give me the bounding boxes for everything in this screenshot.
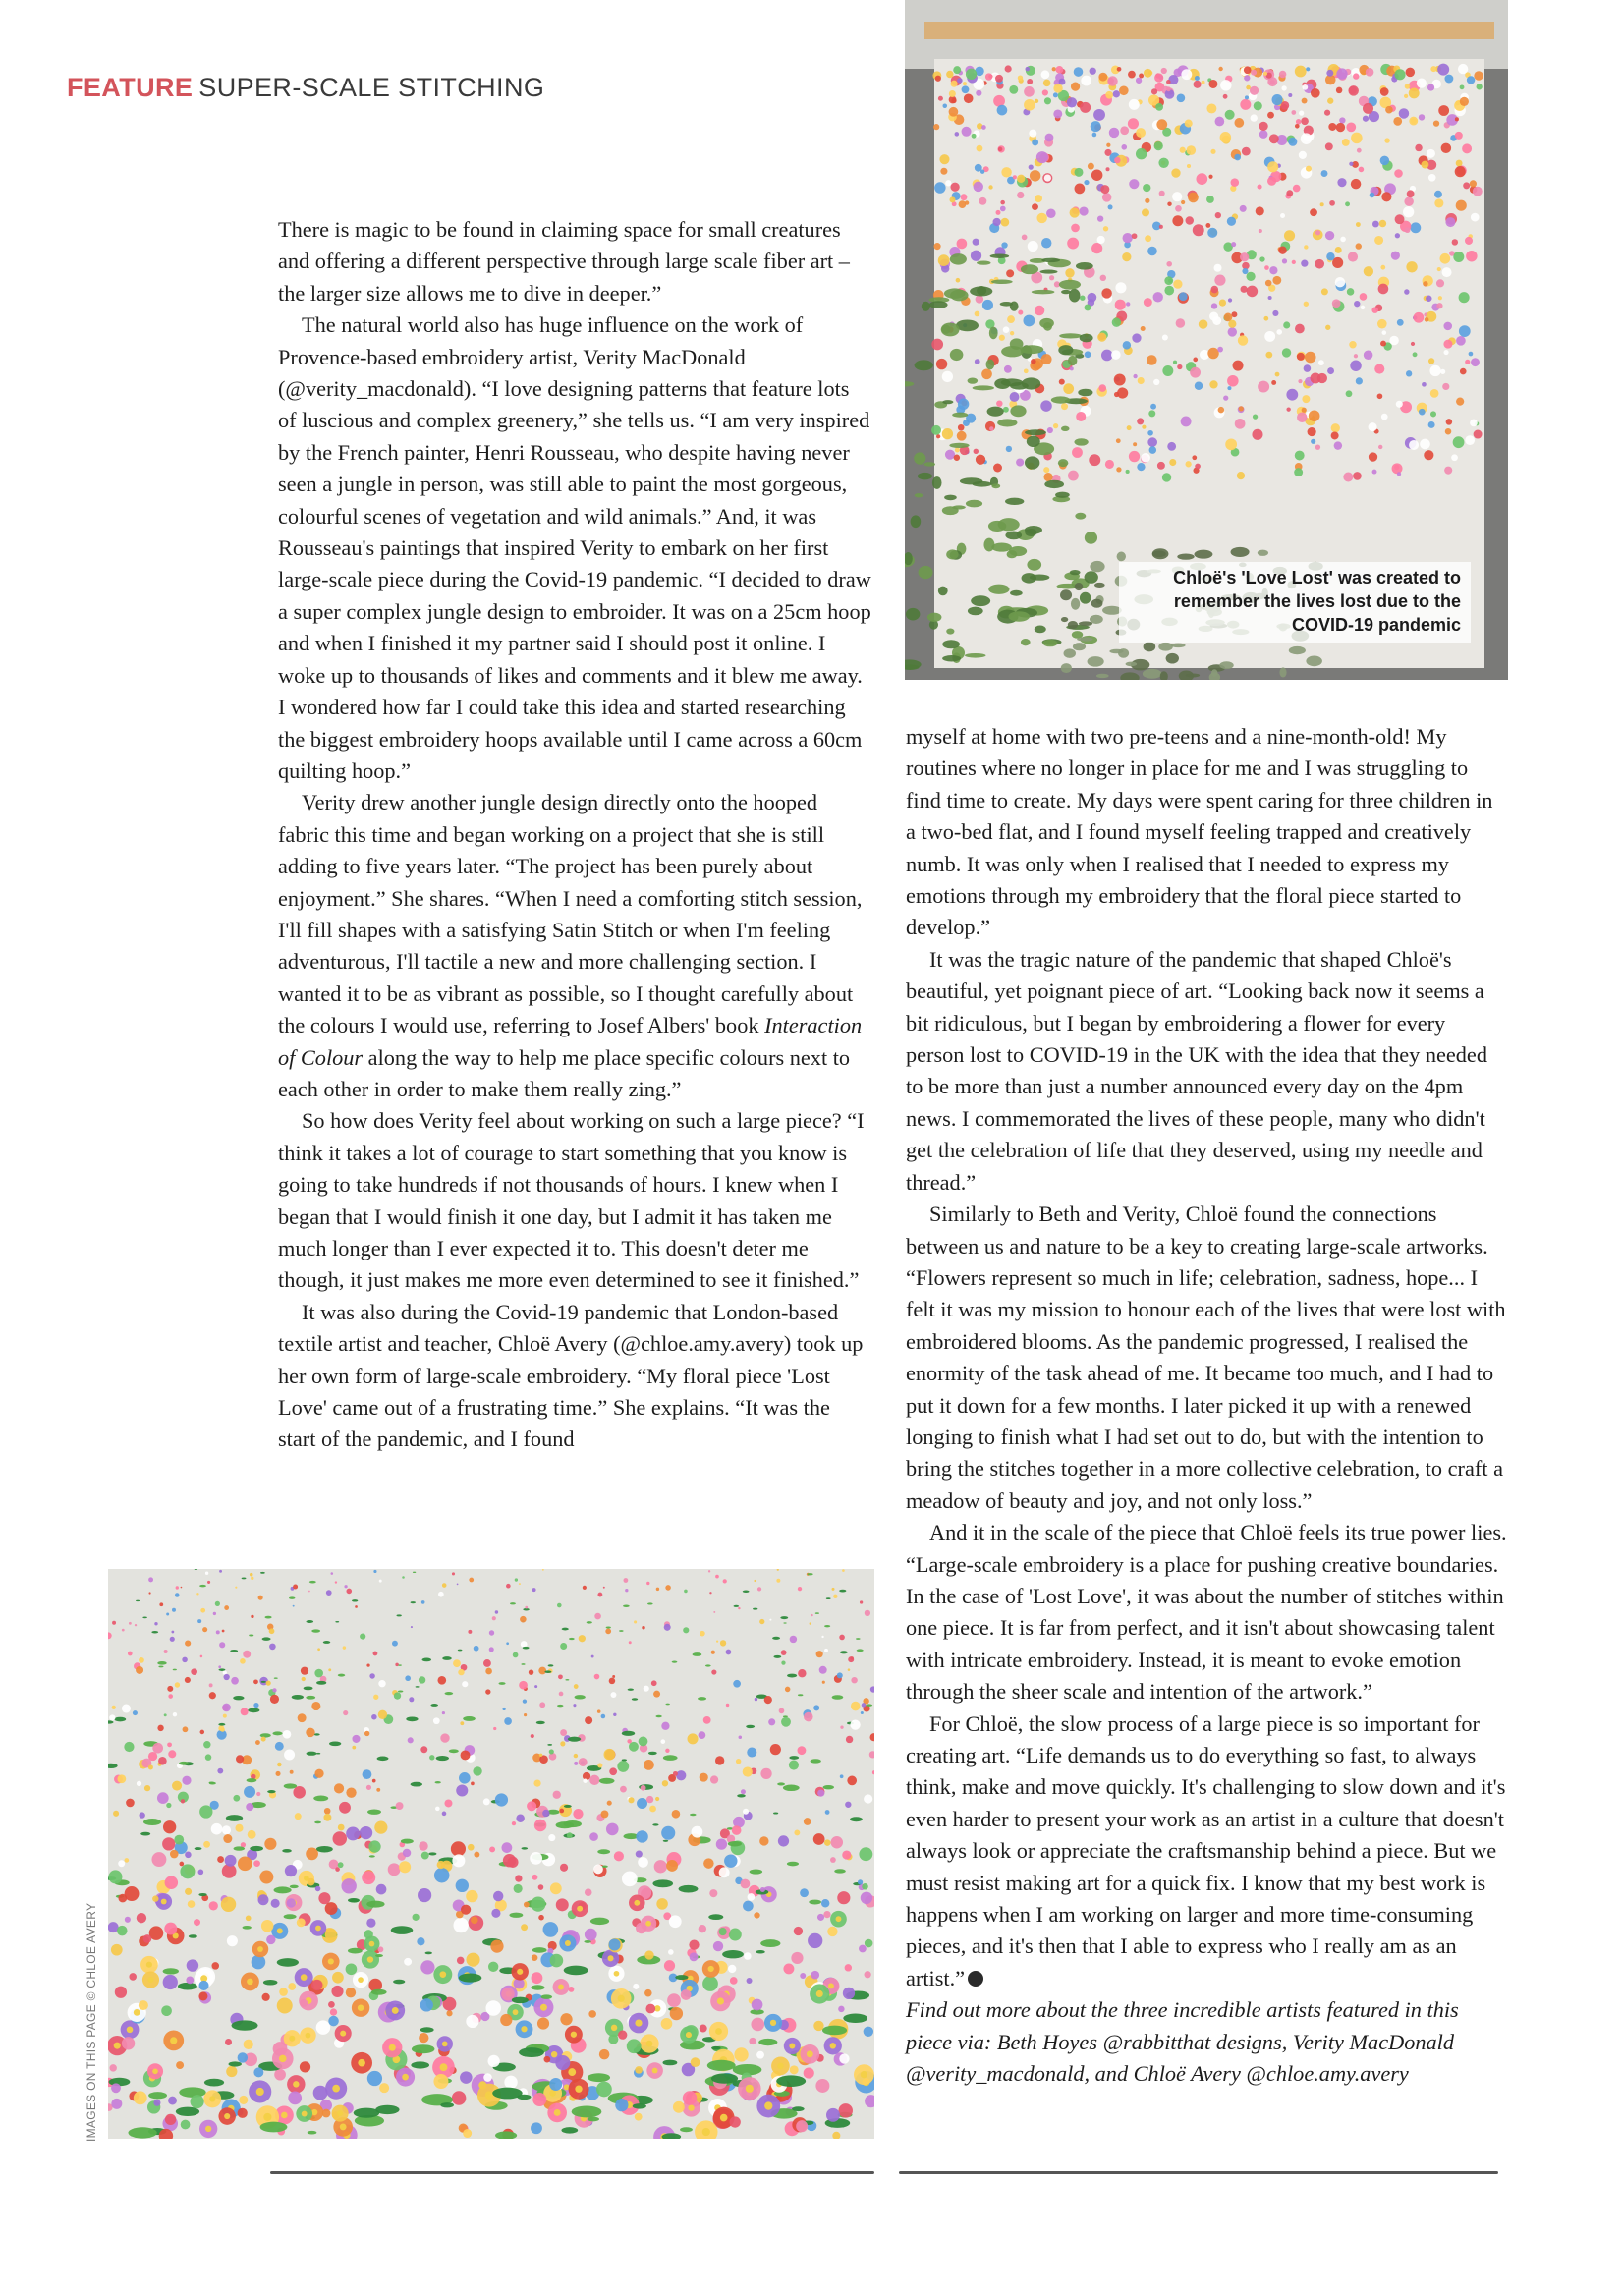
paragraph: Similarly to Beth and Verity, Chloë found the connections between us and nature to be a key to creating large-scale artworks. “Flowers represent so much in life; celebration, sadness, hope... I felt it was my mission to honour each of the lives that were lost with embroidered blooms. As the pandemic progressed, I realised the enormity of the task ahead of me. It became too much, and I had to put it down for a few months. I later picked it up with a renewed longing to finish what I had set out to do, but with the intention to bring the stitches together in a more collective celebration, to craft a meadow of beauty and joy, and not only loss.” [906,1202,1506,1513]
bottom-rule [899,2171,1498,2174]
paragraph: The natural world also has huge influence on the work of Provence-based embroidery artist, Verity MacDonald (@verity_macdonald). “I love designing patterns that feature lots of luscious and complex greenery,” she tells us. “I am very inspired by the French painter, Henri Rousseau, who despite having never seen a jungle in person, was still able to paint the most gorgeous, colourful scenes of vegetation and wild animals.” And, it was Rousseau's paintings that inspired Verity to embark on her first large-scale piece during the Covid-19 pandemic. “I decided to draw a super complex jungle design to embroider. It was on a 25cm hoop and when I finished it my partner said I should post it online. I woke up to thousands of likes and comments and it blew me away. I wondered how far I could take this idea and started researching the biggest embroidery hoops available until I came across a 60cm quilting hoop.” [278,312,871,783]
section-header [67,73,544,103]
paragraph: Verity drew another jungle design directly onto the hooped fabric this time and began working on a project that she is still adding to five years later. “The project has been purely about enjoyment.” She shares. “When I need a comforting stitch session, I'll fill shapes with a satisfying Satin Stitch or when I'm feeling adventurous, I'll tactile a new and more challenging section. I wanted it to be as vibrant as possible, so I thought carefully about the colours I would use, referring to Josef Albers' book Interaction of Colour along the way to help me place specific colours next to each other in order to make them really zing.” [278,790,863,1101]
paragraph: There is magic to be found in claiming space for small creatures and offering a different perspective through large scale fiber art – the larger size allows me to dive in deeper.” [278,217,850,306]
photo-caption: Chloë's 'Love Lost' was created to remember the lives lost due to the COVID-19 pandemic [1119,562,1471,643]
article-column-right [906,721,1507,2090]
section-title: SUPER-SCALE STITCHING [198,73,545,102]
book-title: Interaction of Colour [278,1013,863,1070]
bottom-rule [270,2171,874,2174]
paragraph: For Chloë, the slow process of a large piece is so important for creating art. “Life demands us to do everything so fast, to always think, make and move quickly. It's challenging to slow down and it's even harder to present your work as an artist in a culture that doesn't always look or appreciate the craftsmanship behind a piece. But we must resist making art for a quick fix. I know that my best work is happens when I am working on larger and more time-consuming pieces, and it's then that I able to express who I really am as an artist.” [906,1710,1506,1990]
article-column-left [278,214,872,1456]
paragraph: So how does Verity feel about working on such a large piece? “I think it takes a lot of courage to start something that you know is going to take hundreds if not thousands of hours. I knew when I began that I would finish it one day, but I admit it has taken me much longer than I ever expected it to. This doesn't deter me though, it just makes me more even determined to see it finished.” [278,1108,865,1293]
image-credit: IMAGES ON THIS PAGE © CHLOE AVERY [84,1902,98,2142]
wall-hanging-photo [905,0,1508,680]
embroidery-closeup-photo [108,1569,874,2139]
paragraph: myself at home with two pre-teens and a nine-month-old! My routines where no longer in place for me and I was struggling to find time to create. My days were spent caring for three children in a two-bed flat, and I found myself feeling trapped and creatively numb. It was only when I realised that I needed to express my emotions through my embroidery that the floral piece started to develop.” [906,724,1493,940]
paragraph: And it in the scale of the piece that Chloë feels its true power lies. “Large-scale embroidery is a place for pushing creative boundaries. In the case of 'Lost Love', it was about the number of stitches within one piece. It is far from perfect, and it isn't about showcasing talent with intricate embroidery. Instead, it is meant to evoke emotion through the sheer scale and intention of the artwork.” [906,1520,1507,1705]
paragraph: It was also during the Covid-19 pandemic that London-based textile artist and teacher, Chloë Avery (@chloe.amy.avery) took up her own form of large-scale embroidery. “My floral piece 'Lost Love' came out of a frustrating time.” She explains. “It was the start of the pandemic, and I found [278,1299,864,1452]
paragraph: It was the tragic nature of the pandemic that shaped Chloë's beautiful, yet poignant piece of art. “Looking back now it seems a bit ridiculous, but I began by embroidering a flower for every person lost to COVID-19 in the UK with the idea that they needed to be more than just a number announced every day on the 4pm news. I commemorated the lives of these people, many who didn't get the celebration of life that they deserved, using my needle and thread.” [906,946,1487,1195]
end-mark-icon [968,1971,983,1987]
section-kicker: FEATURE [67,73,194,102]
find-out-more: Find out more about the three incredible artists featured in this piece via: Beth Hoyes @rabbitthat designs, Verity MacDonald @verity_macdonald, and Chloë Avery @chloe.amy.avery [906,1997,1459,2087]
